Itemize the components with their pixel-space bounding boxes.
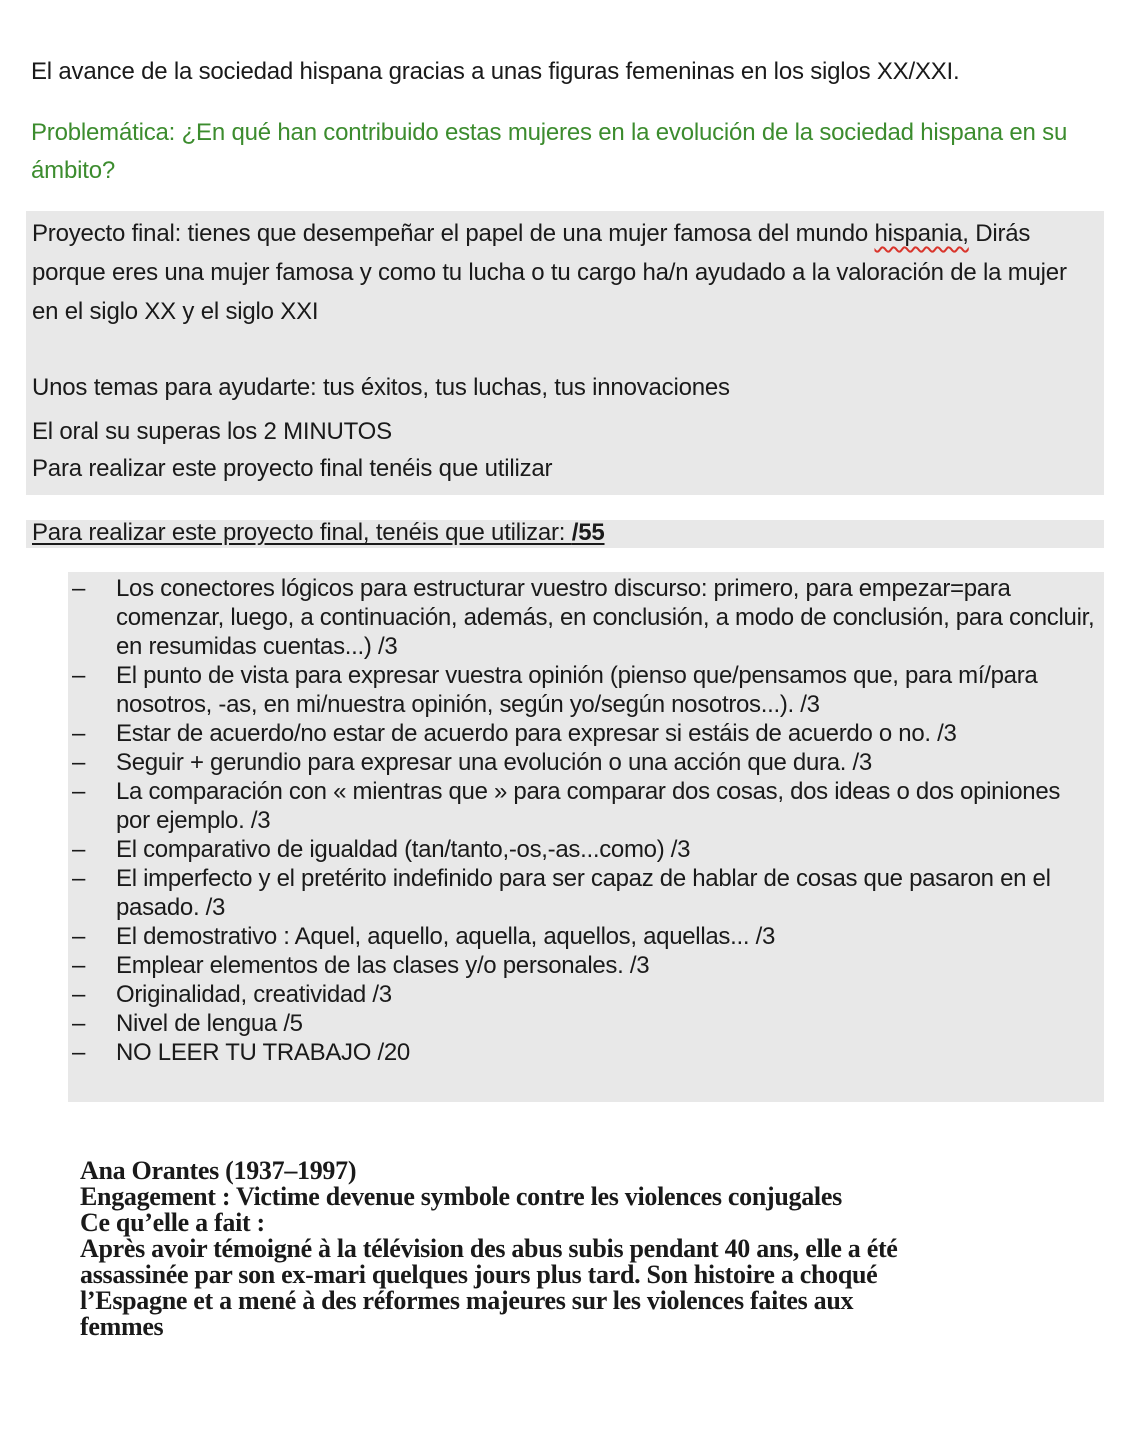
- criteria-item-text: El comparativo de igualdad (tan/tanto,-os,-as...como) /3: [116, 836, 691, 863]
- criteria-item-text: Estar de acuerdo/no estar de acuerdo para expresar si estáis de acuerdo o no. /3: [116, 720, 957, 747]
- criteria-item-text: NO LEER TU TRABAJO /20: [116, 1039, 410, 1066]
- list-dash: –: [72, 923, 86, 950]
- spellcheck-flagged-word[interactable]: hispania,: [874, 220, 969, 247]
- document-title: El avance de la sociedad hispana gracias a unas figuras femeninas en los siglos XX/XXI.: [31, 58, 960, 85]
- criteria-list: [68, 574, 1104, 1067]
- bio-description: Après avoir témoigné à la télévision des abus subis pendant 40 ans, elle a été assassinée par son ex-mari quelques jours plus tard. Son histoire a choqué l’Espagne et a mené à des réformes majeures sur les violences faites aux femmes: [80, 1234, 898, 1341]
- criteria-item: [68, 835, 1104, 864]
- criteria-section: [68, 572, 1104, 1102]
- project-realize: Para realizar este proyecto final tenéis que utilizar: [32, 455, 553, 482]
- criteria-item: [68, 748, 1104, 777]
- project-topics: Unos temas para ayudarte: tus éxitos, tus luchas, tus innovaciones: [32, 374, 730, 401]
- problem-statement: Problemática: ¿En qué han contribuido estas mujeres en la evolución de la sociedad hispana en su ámbito?: [31, 119, 1068, 184]
- list-dash: –: [72, 749, 86, 776]
- criteria-item: [68, 777, 1104, 835]
- list-dash: –: [72, 865, 86, 892]
- list-dash: –: [72, 952, 86, 979]
- criteria-item-text: La comparación con « mientras que » para comparar dos cosas, dos ideas o dos opiniones por ejemplo. /3: [116, 778, 1061, 834]
- criteria-item: [68, 574, 1104, 661]
- list-dash: –: [72, 778, 86, 805]
- project-oral-duration: El oral su superas los 2 MINUTOS: [32, 418, 392, 445]
- list-dash: –: [72, 1010, 86, 1037]
- criteria-item-text: Originalidad, creatividad /3: [116, 981, 392, 1008]
- criteria-item: [68, 951, 1104, 980]
- biography-block: [80, 1158, 910, 1340]
- criteria-total-points: /55: [571, 519, 605, 546]
- list-dash: –: [72, 836, 86, 863]
- criteria-item: [68, 864, 1104, 922]
- criteria-item-text: Nivel de lengua /5: [116, 1010, 303, 1037]
- list-dash: –: [72, 1039, 86, 1066]
- criteria-item: [68, 922, 1104, 951]
- criteria-item-text: El imperfecto y el pretérito indefinido para ser capaz de hablar de cosas que pasaron en el pasado. /3: [116, 865, 1051, 921]
- list-dash: –: [72, 575, 86, 602]
- list-dash: –: [72, 981, 86, 1008]
- bio-engagement: Engagement : Victime devenue symbole contre les violences conjugales: [80, 1182, 842, 1211]
- criteria-heading: [26, 520, 1104, 548]
- list-dash: –: [72, 720, 86, 747]
- bio-did-label: Ce qu’elle a fait :: [80, 1208, 265, 1237]
- criteria-heading-label: Para realizar este proyecto final, tenéis que utilizar:: [32, 519, 572, 546]
- criteria-heading-text: [32, 518, 605, 548]
- criteria-item: [68, 1009, 1104, 1038]
- project-section: [26, 211, 1104, 495]
- criteria-item: [68, 719, 1104, 748]
- project-description-start: Proyecto final: tienes que desempeñar el papel de una mujer famosa del mundo: [32, 220, 875, 247]
- criteria-item: [68, 1038, 1104, 1067]
- criteria-item-text: Los conectores lógicos para estructurar vuestro discurso: primero, para empezar=para comenzar, luego, a continuación, además, en conclusión, a modo de conclusión, para concluir, en resumidas cuentas...) /3: [116, 575, 1095, 660]
- list-dash: –: [72, 662, 86, 689]
- project-description: [32, 214, 1098, 331]
- criteria-item-text: Seguir + gerundio para expresar una evolución o una acción que dura. /3: [116, 749, 872, 776]
- criteria-item-text: El punto de vista para expresar vuestra opinión (pienso que/pensamos que, para mí/para nosotros, -as, en mi/nuestra opinión, según yo/según nosotros...). /3: [116, 662, 1038, 718]
- project-description-end: Dirás porque eres una mujer famosa y como tu lucha o tu cargo ha/n ayudado a la valoración de la mujer en el siglo XX y el siglo XXI: [32, 220, 1067, 325]
- criteria-item: [68, 980, 1104, 1009]
- criteria-item-text: Emplear elementos de las clases y/o personales. /3: [116, 952, 650, 979]
- bio-name: Ana Orantes (1937–1997): [80, 1156, 357, 1185]
- criteria-item-text: El demostrativo : Aquel, aquello, aquella, aquellos, aquellas... /3: [116, 923, 776, 950]
- criteria-item: [68, 661, 1104, 719]
